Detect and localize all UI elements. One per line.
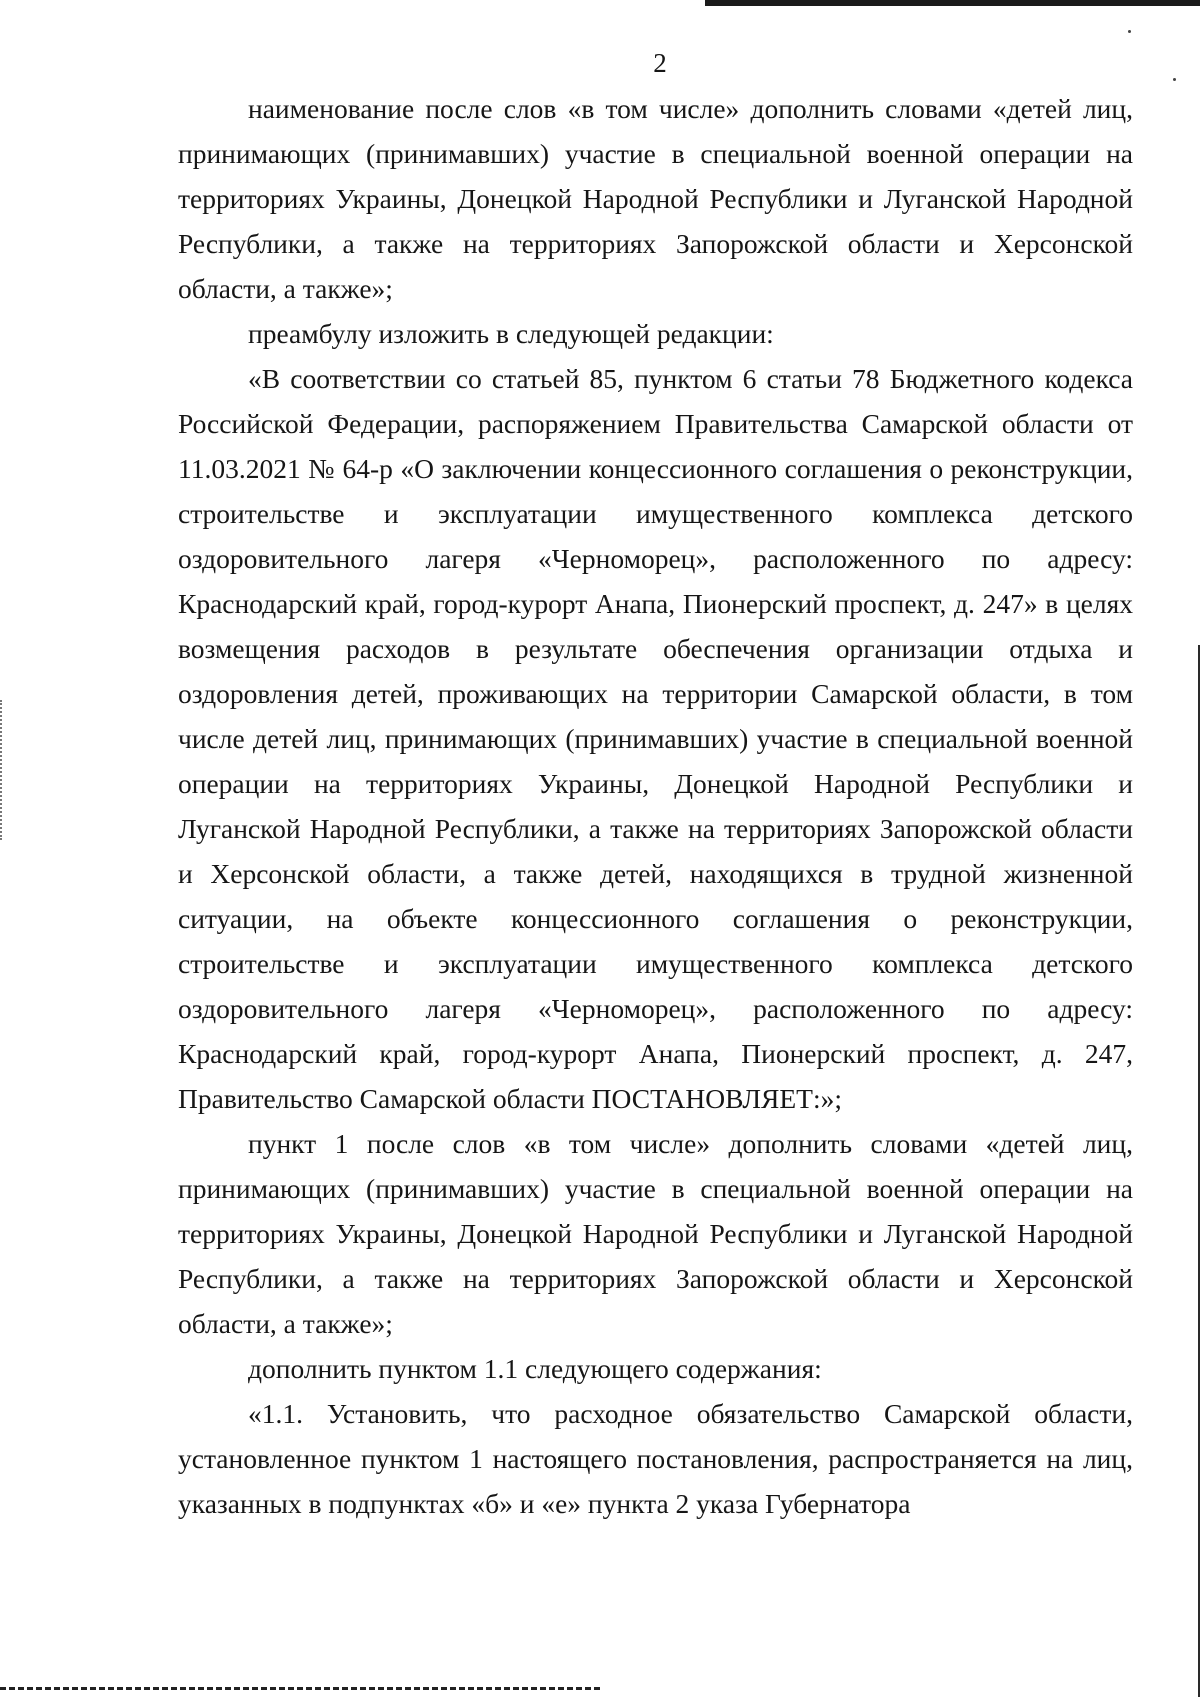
scan-speck: [1128, 30, 1131, 33]
page-number: 2: [653, 48, 667, 78]
paragraph-point1-amendment: пункт 1 после слов «в том числе» дополнить словами «детей лиц, принимающих (принимавших) участие в специальной военной операции на территориях Украины, Донецкой Народной Республики и Луганской Народной Республики, а также на территориях Запорожской области и Херсонской области, а также»;: [178, 1128, 1133, 1339]
paragraph-preamble-intro: преамбулу изложить в следующей редакции:: [248, 318, 774, 349]
paragraph-name-amendment: наименование после слов «в том числе» дополнить словами «детей лиц, принимающих (принимавших) участие в специальной военной операции на территориях Украины, Донецкой Народной Республики и Луганской Народной Республики, а также на территориях Запорожской области и Херсонской области, а также»;: [178, 93, 1133, 304]
scan-edge-top: [705, 0, 1200, 6]
paragraph-preamble-text: «В соответствии со статьей 85, пунктом 6 статьи 78 Бюджетного кодекса Российской Федерации, распоряжением Правительства Самарской области от 11.03.2021 № 64-р «О заключении концессионного соглашения о реконструкции, строительстве и эксплуатации имущественного комплекса детского оздоровительного лагеря «Черноморец», расположенного по адресу: Краснодарский край, город-курорт Анапа, Пионерский проспект, д. 247» в целях возмещения расходов в результате обеспечения организации отдыха и оздоровления детей, проживающих на территории Самарской области, в том числе детей лиц, принимающих (принимавших) участие в специальной военной операции на территориях Украины, Донецкой Народной Республики и Луганской Народной Республики, а также на территориях Запорожской области и Херсонской области, а также детей, находящихся в трудной жизненной ситуации, на объекте концессионного соглашения о реконструкции, строительстве и эксплуатации имущественного комплекса детского оздоровительного лагеря «Черноморец», расположенного по адресу: Краснодарский край, город-курорт Анапа, Пионерский проспект, д. 247, Правительство Самарской области ПОСТАНОВЛЯЕТ:»;: [178, 363, 1133, 1114]
paragraph-point-1-1: «1.1. Установить, что расходное обязательство Самарской области, установленное пунктом 1 настоящего постановления, распространяется на лиц, указанных в подпунктах «б» и «е» пункта 2 указа Губернатора: [178, 1398, 1133, 1519]
paragraph-add-point-intro: дополнить пунктом 1.1 следующего содержания:: [248, 1353, 822, 1384]
scan-edge-bottom: [0, 1687, 600, 1690]
scan-edge-left: [0, 700, 4, 840]
document-body: [178, 86, 1133, 1526]
